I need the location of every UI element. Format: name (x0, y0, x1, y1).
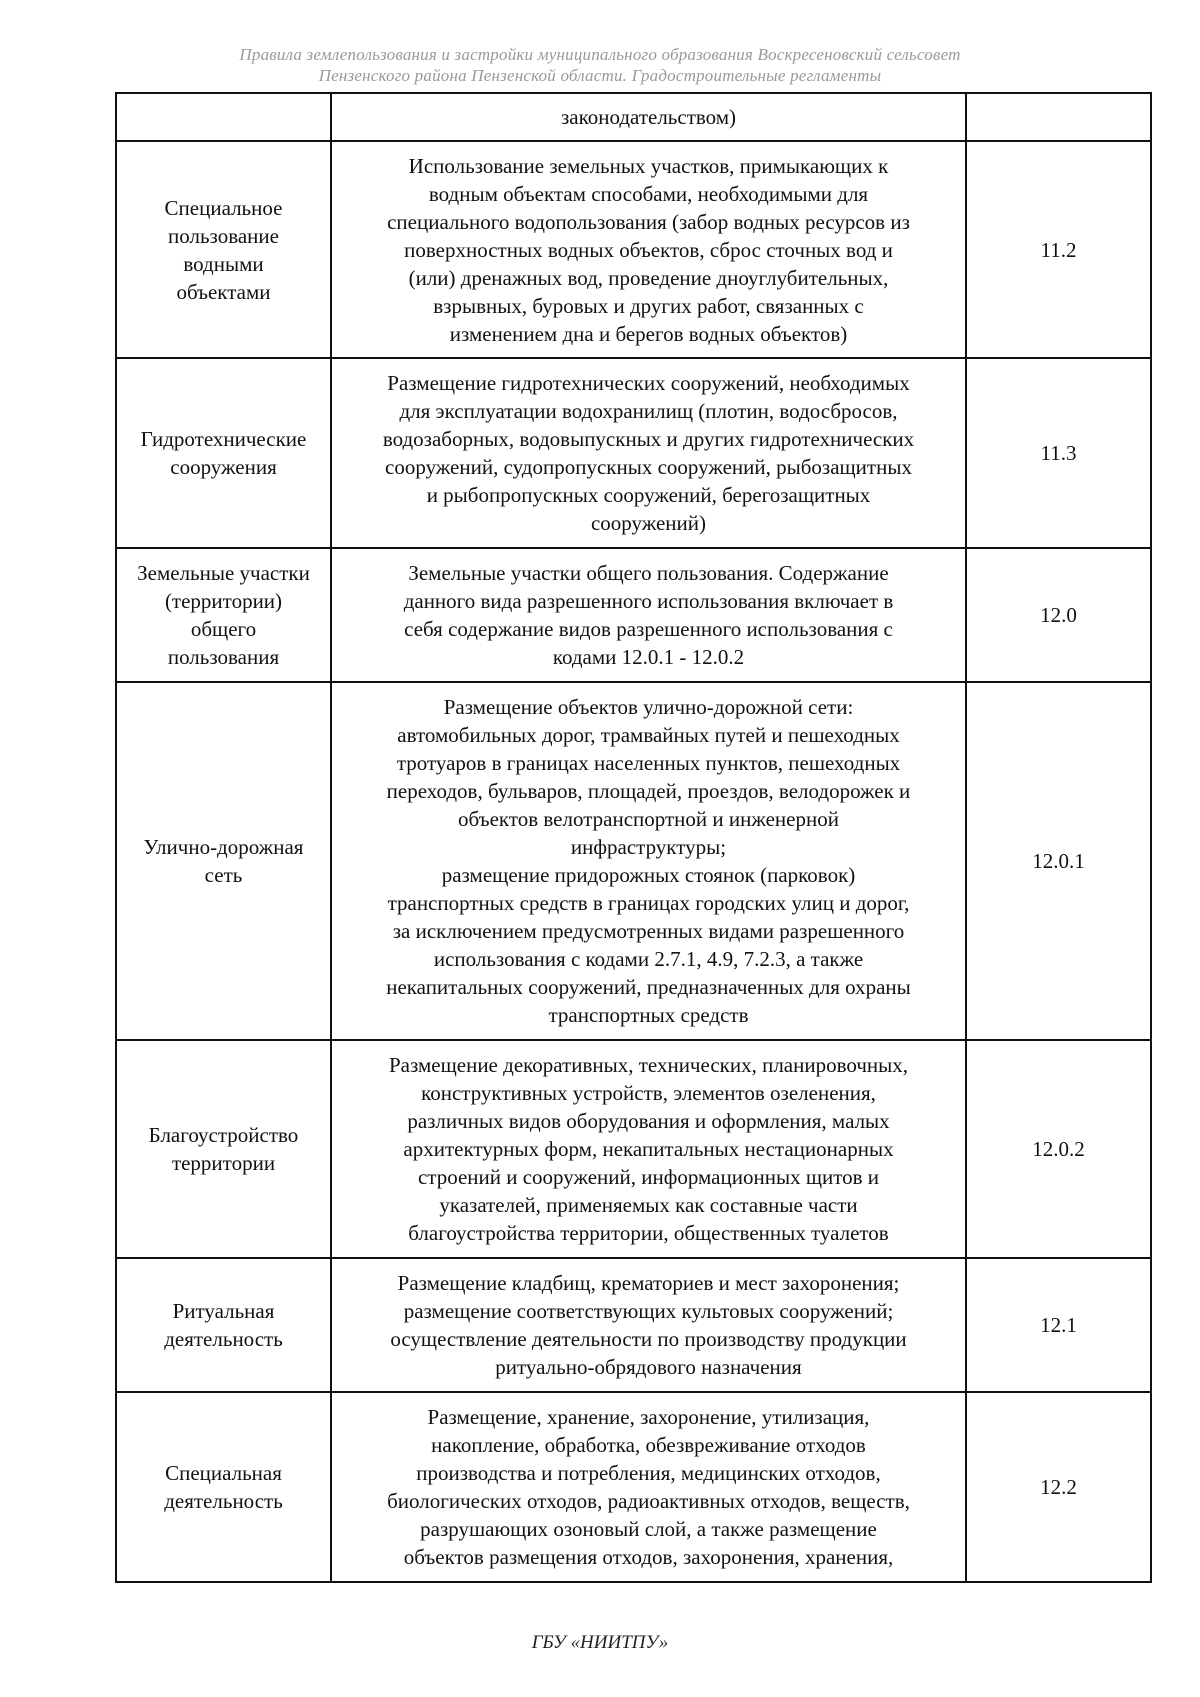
use-type-description: Размещение, хранение, захоронение, утилизация, накопление, обработка, обезвреживание отходов производства и потребления, медицинских отходов, биологических отходов, радиоактивных отходов, веществ, разрушающих озоновый слой, а также размещение объектов размещения отходов, захоронения, хранения, (331, 1392, 966, 1582)
use-type-description: законодательством) (331, 93, 966, 141)
table-row (116, 141, 1151, 358)
table-row (116, 1392, 1151, 1582)
use-type-name: Гидротехнические сооружения (116, 358, 331, 548)
use-type-description: Размещение гидротехнических сооружений, необходимых для эксплуатации водохранилищ (плотин, водосбросов, водозаборных, водовыпускных и других гидротехнических сооружений, судопропускных сооружений, рыбозащитных и рыбопропускных сооружений, берегозащитных сооружений) (331, 358, 966, 548)
table-row (116, 682, 1151, 1040)
use-type-code: 12.0 (966, 548, 1151, 682)
use-type-description: Земельные участки общего пользования. Содержание данного вида разрешенного использования включает в себя содержание видов разрешенного использования с кодами 12.0.1 - 12.0.2 (331, 548, 966, 682)
table-row (116, 548, 1151, 682)
use-type-code (966, 93, 1151, 141)
table-row (116, 1040, 1151, 1258)
use-type-name: Ритуальная деятельность (116, 1258, 331, 1392)
table-row (116, 93, 1151, 141)
use-type-name (116, 93, 331, 141)
use-type-name: Земельные участки (территории) общего пользования (116, 548, 331, 682)
use-type-code: 12.1 (966, 1258, 1151, 1392)
use-type-code: 12.0.2 (966, 1040, 1151, 1258)
header-line-2: Пензенского района Пензенской области. Градостроительные регламенты (318, 66, 882, 85)
page-header (120, 44, 1080, 86)
use-type-description: Размещение объектов улично-дорожной сети: автомобильных дорог, трамвайных путей и пешеходных тротуаров в границах населенных пунктов, пешеходных переходов, бульваров, площадей, проездов, велодорожек и объектов велотранспортной и инженерной инфраструктуры; размещение придорожных стоянок (парковок) транспортных средств в границах городских улиц и дорог, за исключением предусмотренных видами разрешенного использования с кодами 2.7.1, 4.9, 7.2.3, а также некапитальных сооружений, предназначенных для охраны транспортных средств (331, 682, 966, 1040)
use-type-description: Размещение декоративных, технических, планировочных, конструктивных устройств, элементов озеленения, различных видов оборудования и оформления, малых архитектурных форм, некапитальных нестационарных строений и сооружений, информационных щитов и указателей, применяемых как составные части благоустройства территории, общественных туалетов (331, 1040, 966, 1258)
regulations-table (115, 92, 1152, 1583)
use-type-description: Размещение кладбищ, крематориев и мест захоронения; размещение соответствующих культовых сооружений; осуществление деятельности по производству продукции ритуально-обрядового назначения (331, 1258, 966, 1392)
use-type-name: Специальное пользование водными объектами (116, 141, 331, 358)
page-footer: ГБУ «НИИТПУ» (531, 1632, 669, 1653)
use-type-code: 11.3 (966, 358, 1151, 548)
use-type-code: 12.2 (966, 1392, 1151, 1582)
use-type-name: Благоустройство территории (116, 1040, 331, 1258)
use-type-description: Использование земельных участков, примыкающих к водным объектам способами, необходимыми для специального водопользования (забор водных ресурсов из поверхностных водных объектов, сброс сточных вод и (или) дренажных вод, проведение дноуглубительных, взрывных, буровых и других работ, связанных с изменением дна и берегов водных объектов) (331, 141, 966, 358)
table-row (116, 358, 1151, 548)
table-row (116, 1258, 1151, 1392)
use-type-name: Специальная деятельность (116, 1392, 331, 1582)
use-type-name: Улично-дорожная сеть (116, 682, 331, 1040)
header-line-1: Правила землепользования и застройки муниципального образования Воскресеновский сельсовет (239, 45, 961, 64)
use-type-code: 12.0.1 (966, 682, 1151, 1040)
use-type-code: 11.2 (966, 141, 1151, 358)
